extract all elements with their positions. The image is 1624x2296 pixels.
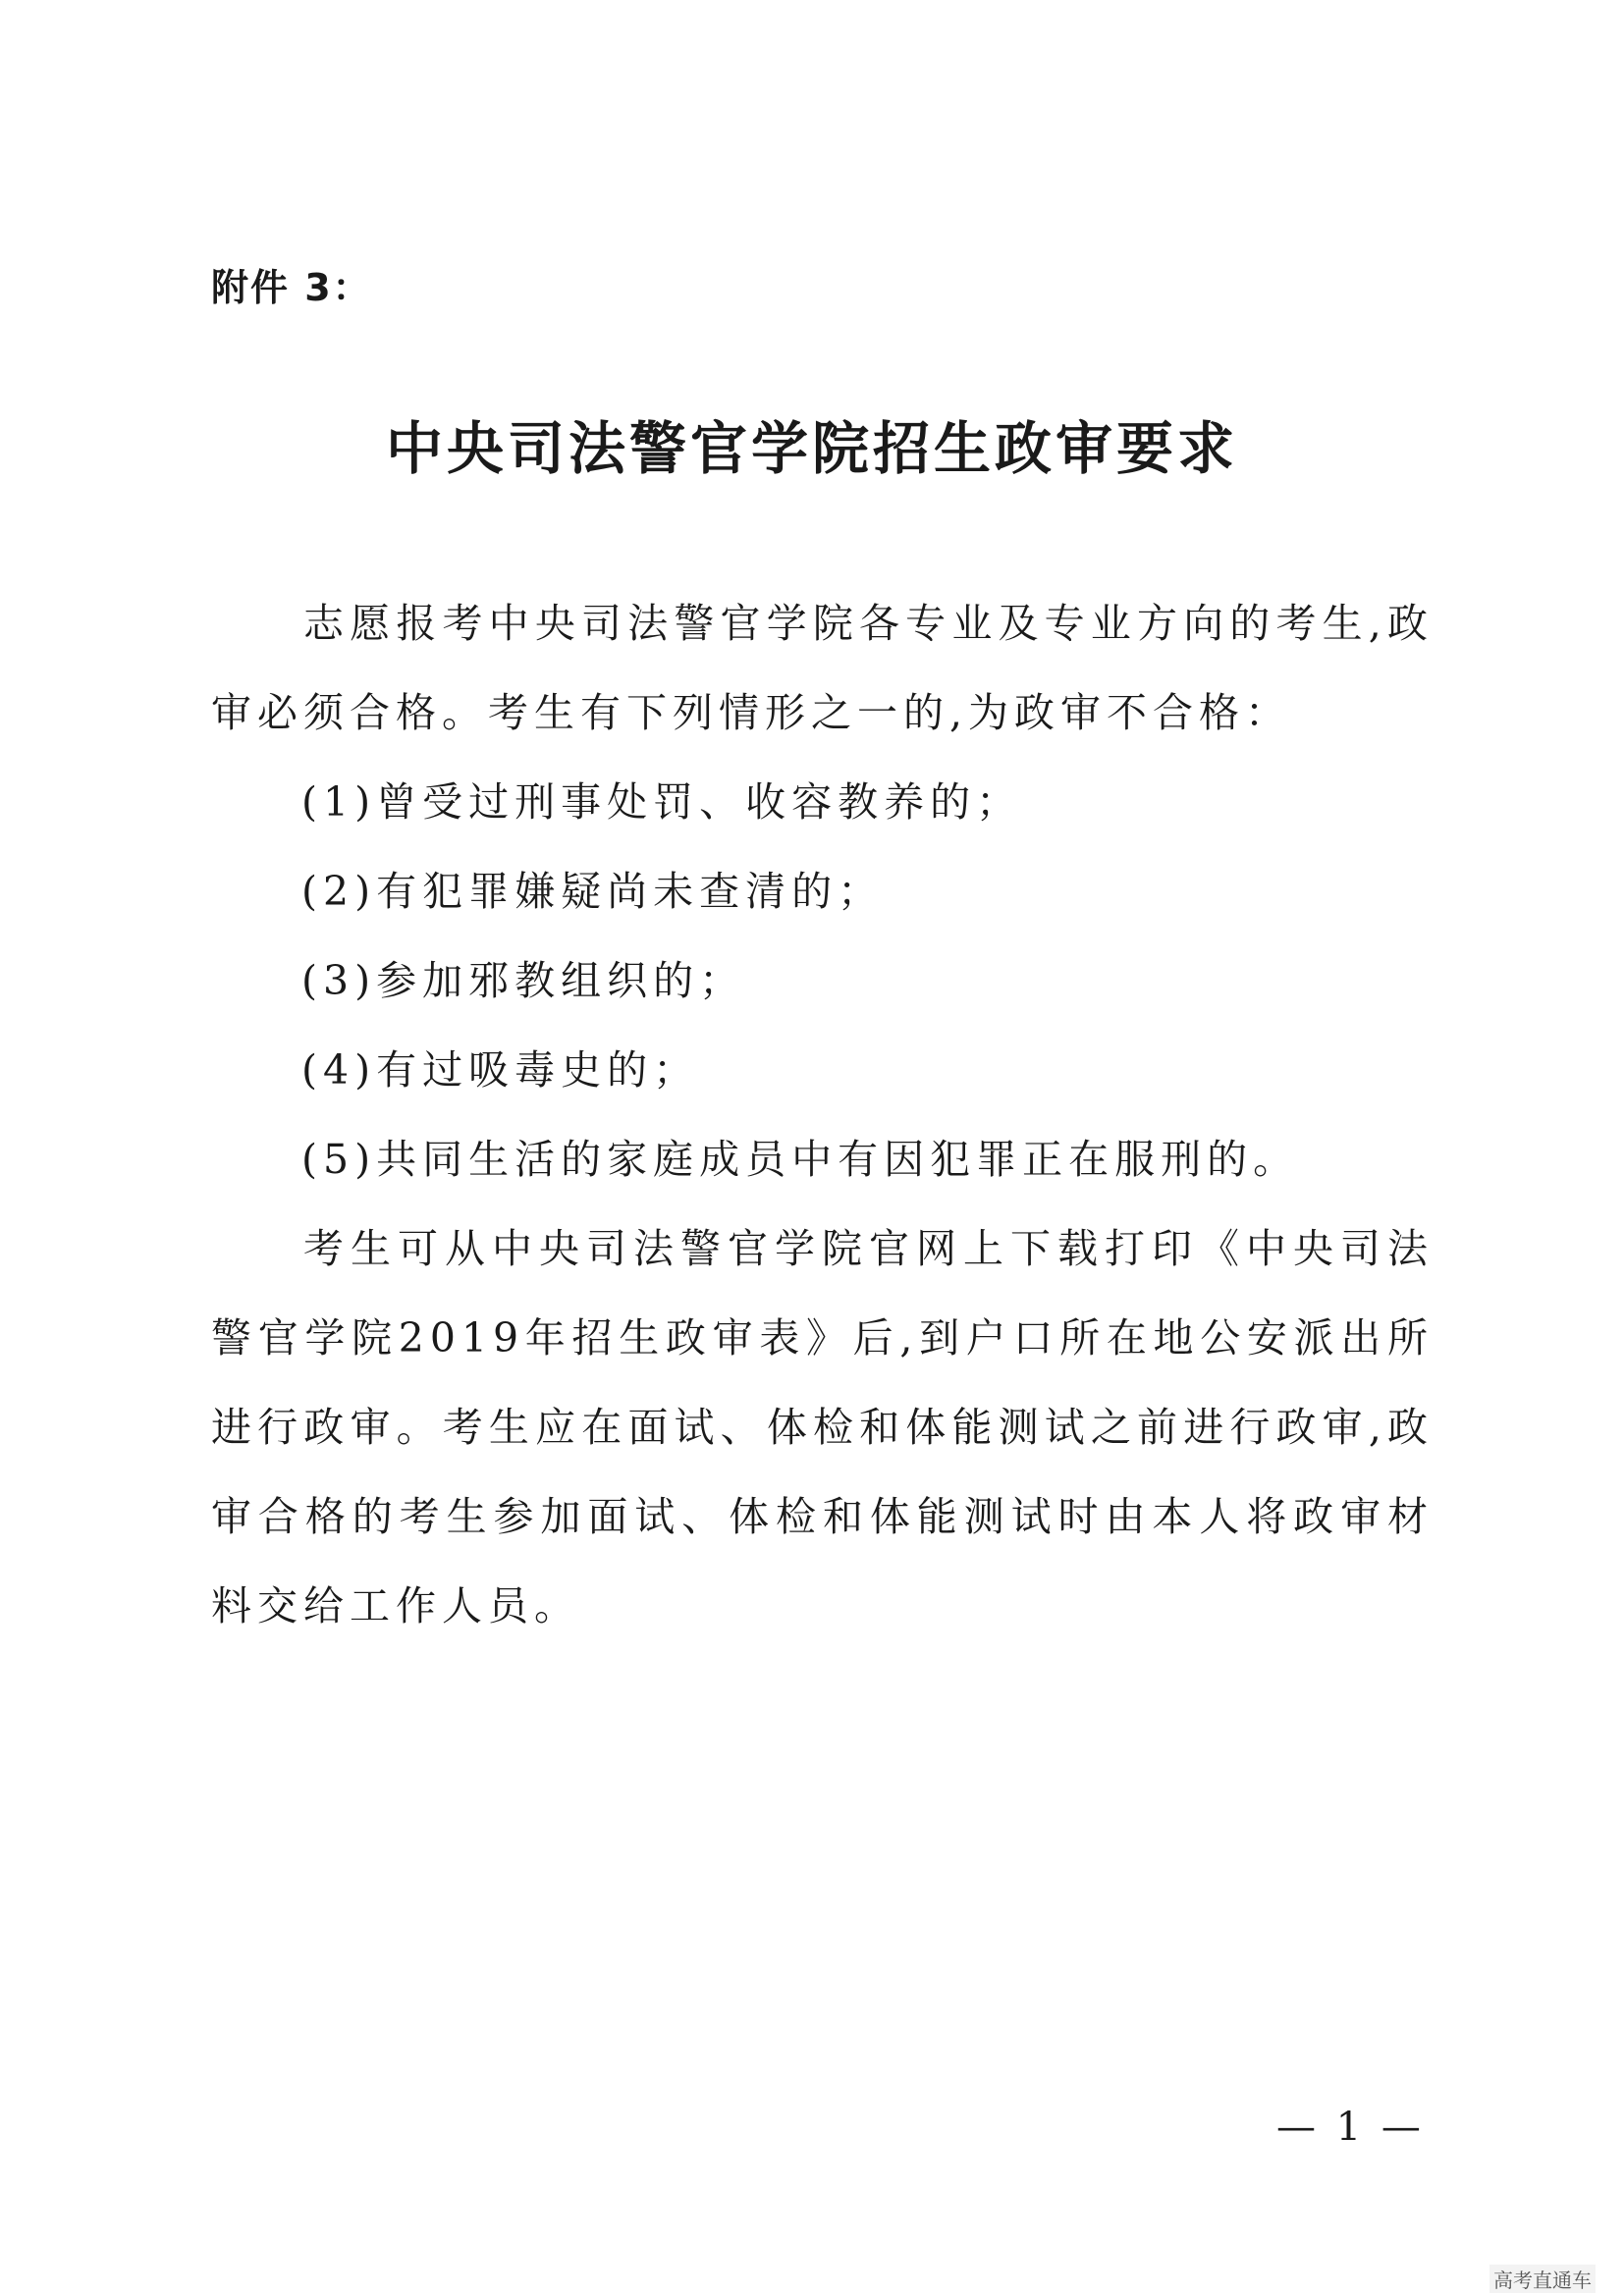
list-item: (5)共同生活的家庭成员中有因犯罪正在服刑的。 xyxy=(301,1136,1300,1183)
page-number: — 1 — xyxy=(1276,2105,1425,2150)
watermark-logo: 高考直通车 xyxy=(1489,2265,1596,2293)
document-body xyxy=(211,579,1434,1651)
list-item: (1)曾受过刑事处罚、收容教养的； xyxy=(301,778,1023,826)
intro-paragraph: 志愿报考中央司法警官学院各专业及专业方向的考生,政审必须合格。考生有下列情形之一的,为政审不合格： xyxy=(211,600,1434,736)
list-item: (2)有犯罪嫌疑尚未查清的； xyxy=(301,868,885,915)
list-item: (3)参加邪教组织的； xyxy=(301,957,746,1004)
document-title: 中央司法警官学院招生政审要求 xyxy=(385,415,1238,482)
closing-paragraph: 考生可从中央司法警官学院官网上下载打印《中央司法警官学院2019年招生政审表》后,到户口所在地公安派出所进行政审。考生应在面试、体检和体能测试之前进行政审,政审合格的考生参加面试、体检和体能测试时由本人将政审材料交给工作人员。 xyxy=(211,1225,1434,1629)
list-item: (4)有过吸毒史的； xyxy=(301,1046,700,1094)
attachment-label: 附件 3： xyxy=(211,266,372,309)
